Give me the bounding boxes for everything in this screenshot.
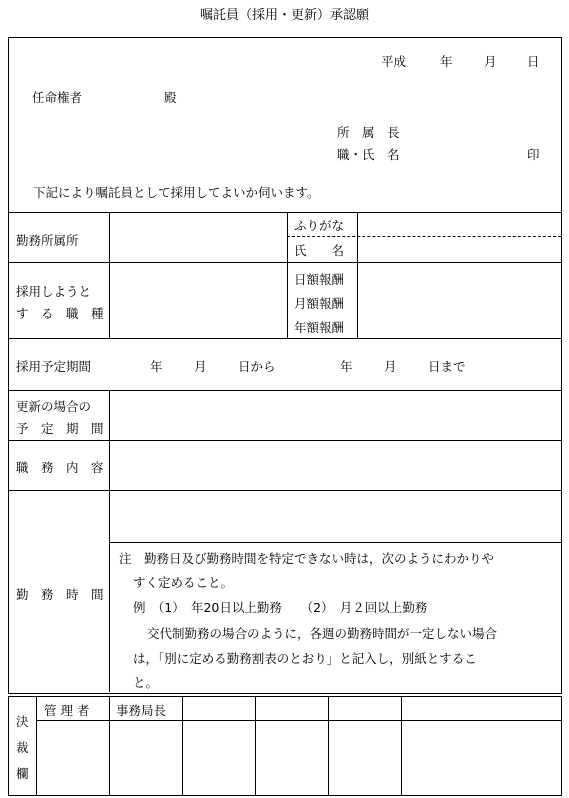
job-type-field[interactable] <box>110 263 286 337</box>
workplace-label: 勤務所属所 <box>16 233 79 248</box>
approval-label-1: 決 <box>16 714 29 729</box>
day-label: 日 <box>527 54 540 69</box>
furigana-label: ふりがな <box>294 218 345 233</box>
workplace-field[interactable] <box>110 213 286 261</box>
name-field[interactable] <box>358 237 560 261</box>
approval-col-secretary: 事務局長 <box>116 703 167 718</box>
approval-label-2: 裁 <box>16 740 29 755</box>
period-month-start: 月 <box>194 359 207 374</box>
note-line3: 例 （1） 年20日以上勤務 （2） 月２回以上勤務 <box>133 600 428 615</box>
name-label: 氏 名 <box>294 243 345 258</box>
pay-monthly-label: 月額報酬 <box>294 296 345 311</box>
approval-cell-3[interactable] <box>183 697 254 794</box>
renewal-label-line2: 予 定 期 間 <box>16 421 104 436</box>
note-line4: 交代制勤務の場合のように，各週の勤務時間が一定しない場合 <box>147 626 498 641</box>
seal-label: 印 <box>527 147 540 162</box>
approval-label-3: 欄 <box>16 766 29 781</box>
duties-label: 職 務 内 容 <box>16 460 104 475</box>
approval-cell-6[interactable] <box>402 697 560 794</box>
hours-label: 勤 務 時 間 <box>16 587 104 602</box>
dept-head-label: 所 属 長 <box>337 125 400 140</box>
approval-cell-manager[interactable] <box>37 721 108 794</box>
renewal-field[interactable] <box>110 391 560 439</box>
request-text: 下記により嘱託員として採用してよいか伺います。 <box>33 185 320 200</box>
period-month-end: 月 <box>384 359 397 374</box>
period-year-start: 年 <box>150 359 163 374</box>
note-line2: すく定めること。 <box>133 575 234 590</box>
approval-cell-secretary[interactable] <box>110 721 181 794</box>
note-line1: 注 勤務日及び勤務時間を特定できない時は，次のようにわかりや <box>119 551 495 566</box>
approval-col-manager: 管 理 者 <box>44 703 90 718</box>
period-day-start: 日から <box>238 359 276 374</box>
hours-field[interactable] <box>110 491 560 541</box>
pay-yearly-label: 年額報酬 <box>294 320 345 335</box>
pay-field[interactable] <box>358 263 560 337</box>
month-label: 月 <box>484 54 497 69</box>
pay-daily-label: 日額報酬 <box>294 272 345 287</box>
job-type-label-line1: 採用しようと <box>16 284 92 299</box>
position-name-label: 職・氏 名 <box>337 147 400 162</box>
note-line5: は，「別に定める勤務割表のとおり」と記入し，別紙とするこ <box>133 651 477 666</box>
note-line6: と。 <box>133 675 159 690</box>
renewal-label-line1: 更新の場合の <box>16 399 92 414</box>
job-type-label-line2: す る 職 種 <box>16 306 104 321</box>
furigana-field[interactable] <box>358 213 560 235</box>
addressee-label: 任命権者 <box>32 90 83 105</box>
period-day-end: 日まで <box>428 359 466 374</box>
honorific-label: 殿 <box>164 90 177 105</box>
approval-cell-4[interactable] <box>256 697 327 794</box>
page-title: 嘱託員（採用・更新）承認願 <box>199 8 369 23</box>
duties-field[interactable] <box>110 441 560 489</box>
period-label: 採用予定期間 <box>16 359 92 374</box>
era-label: 平成 <box>381 54 407 69</box>
period-year-end: 年 <box>340 359 353 374</box>
year-label: 年 <box>440 54 453 69</box>
approval-cell-5[interactable] <box>329 697 400 794</box>
